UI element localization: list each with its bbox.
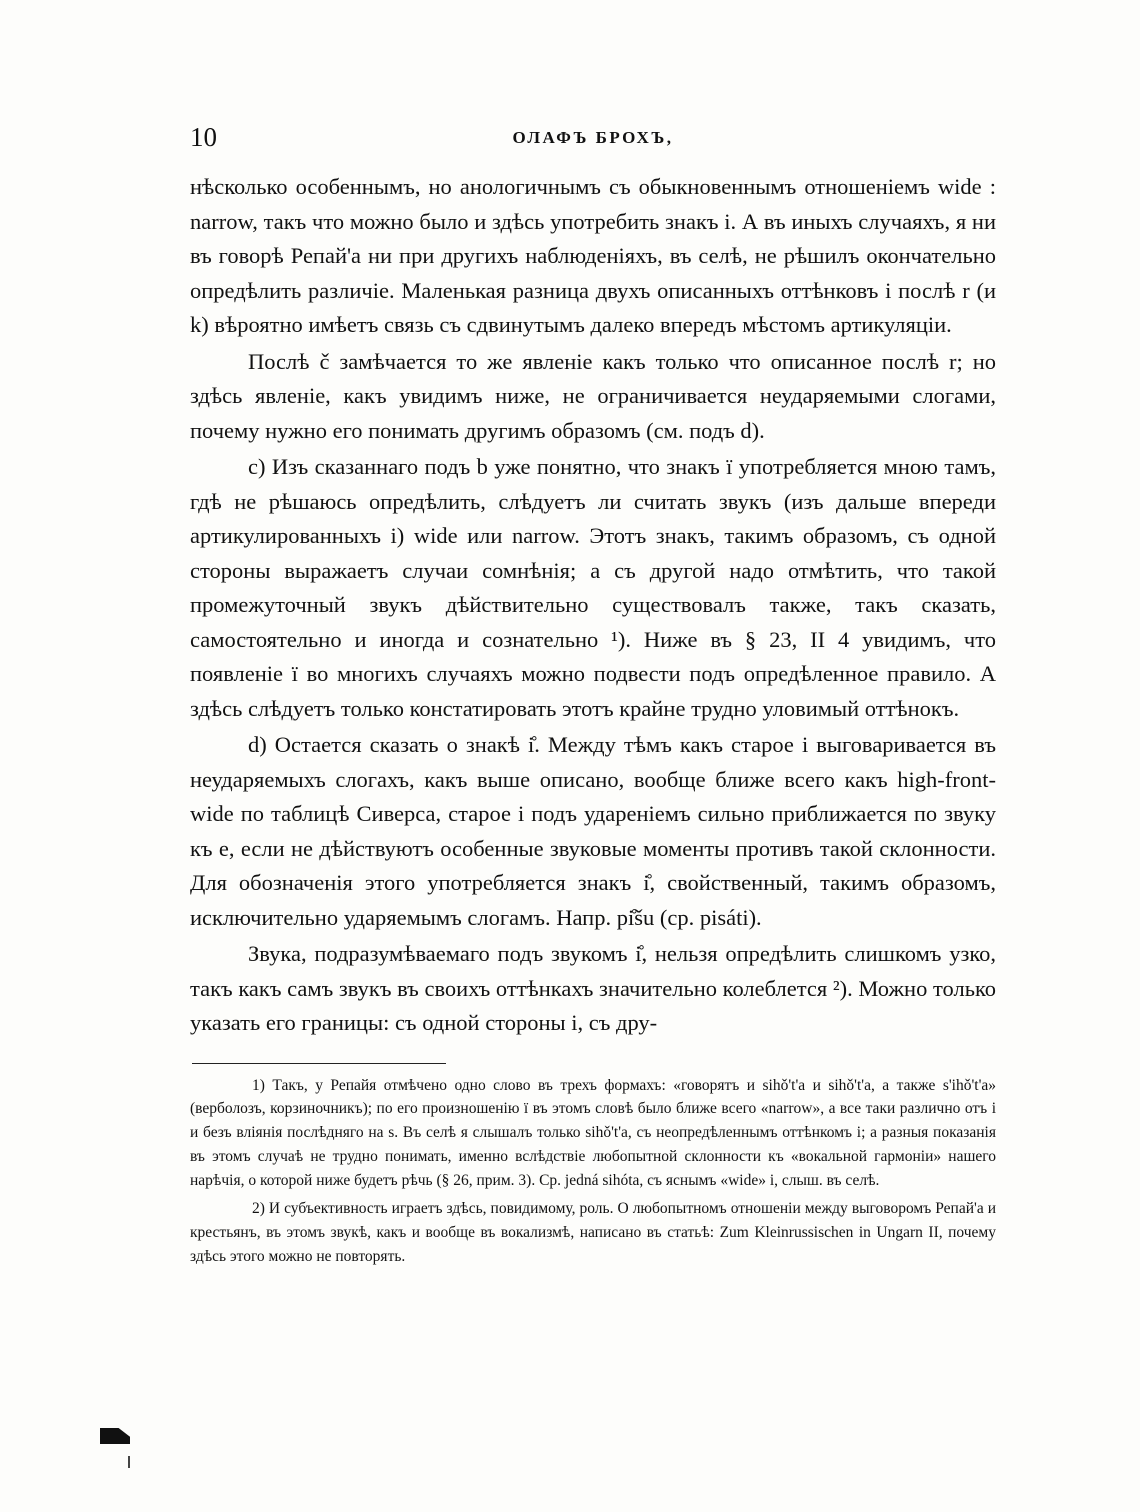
scan-margin-tick xyxy=(128,1456,130,1468)
paragraph-1: нѣсколько особеннымъ, но анологичнымъ съ обыкновеннымъ отношеніемъ wide : narrow, такъ что можно было и здѣсь употребить знакъ і. А въ иныхъ случаяхъ, я ни въ говорѣ Репай'а ни при другихъ наблюденіяхъ, въ селѣ, не рѣшилъ окончательно опредѣлить различіе. Маленькая разница двухъ описанныхъ оттѣнковъ і послѣ r (и k) вѣроятно имѣетъ связь съ сдвинутымъ далеко впередъ мѣстомъ артикуляціи. xyxy=(190,174,996,337)
paragraph-4: d) Остается сказать о знакѣ i̊. Между тѣмъ какъ старое і выговаривается въ неударяемыхъ слогахъ, какъ выше описано, вообще ближе всего какъ high-front-wide по таблицѣ Сиверса, старое і подъ удареніемъ сильно приближается по звуку къ е, если не дѣйствуютъ особенные звуковые моменты противъ такой склонности. Для обозначенія этого употребляется знакъ i̊, свойственный, такимъ образомъ, исключительно ударяемымъ слогамъ. Напр. pi̊šu (ср. pisáti). xyxy=(190,732,996,930)
paragraph-3: c) Изъ сказаннаго подъ b уже понятно, что знакъ ї употребляется мною тамъ, гдѣ не рѣшаюсь опредѣлить, слѣдуетъ ли считать звукъ (изъ дальше впереди артикулированныхъ і) wide или narrow. Этотъ знакъ, такимъ образомъ, съ одной стороны выражаетъ случаи сомнѣнія; а съ другой надо отмѣтить, что такой промежуточный звукъ дѣйствительно существовалъ также, такъ сказать, самостоятельно и иногда и сознательно ¹). Ниже въ § 23, II 4 увидимъ, что появленіе ї во многихъ случаяхъ можно подвести подъ опредѣленное правило. А здѣсь слѣдуетъ только констатировать этотъ крайне трудно уловимый оттѣнокъ. xyxy=(190,454,996,721)
paragraph-2: Послѣ č замѣчается то же явленіе какъ только что описанное послѣ r; но здѣсь явленіе, какъ увидимъ ниже, не ограничивается неударяемыми слогами, почему нужно его понимать другимъ образомъ (см. подъ d). xyxy=(190,348,996,443)
main-text xyxy=(190,170,996,1041)
footnotes xyxy=(190,1074,996,1269)
book-page xyxy=(190,118,996,1274)
footnote-divider xyxy=(192,1063,446,1064)
footnote-2: 2) И субъективность играетъ здѣсь, повидимому, роль. О любопытномъ отношеніи между выговоромъ Репай'а и крестьянъ, въ этомъ звукѣ, какъ и вообще въ вокализмѣ, написано въ статьѣ: Zum Kleinrussischen in Ungarn II, почему здѣсь этого можно не повторять. xyxy=(190,1200,996,1266)
page-number: 10 xyxy=(190,122,217,152)
scan-margin-mark xyxy=(100,1428,130,1444)
footnote-1: 1) Такъ, у Репайя отмѣчено одно слово въ трехъ формахъ: «говорятъ и sihǒ't'a и sіhǒ't'a, а также s'ihǒ't'a» (верболозъ, корзиночникъ); по его произношенію ї въ этомъ словѣ было ближе всего «narrow», а все таки различно отъ і и безъ вліянія послѣдняго на s. Въ селѣ я слышалъ только sіhǒ't'a, съ неопредѣленнымъ оттѣнкомъ і; а разныя показанія въ этомъ случаѣ не трудно понимать, именно вслѣдствіе любопытной склонности къ «вокальной гармоніи» нашего нарѣчія, о которой ниже будетъ рѣчь (§ 26, прим. 3). Ср. jedná sіhóta, съ яснымъ «wide» і, слыш. въ селѣ. xyxy=(190,1076,996,1189)
page-header xyxy=(190,118,996,158)
paragraph-5: Звука, подразумѣваемаго подъ звукомъ i̊, нельзя опредѣлить слишкомъ узко, такъ какъ самъ звукъ въ своихъ оттѣнкахъ значительно колеблется ²). Можно только указать его границы: съ одной стороны і, съ дру- xyxy=(190,941,996,1035)
running-head: ОЛАФЪ БРОХЪ, xyxy=(512,128,674,147)
